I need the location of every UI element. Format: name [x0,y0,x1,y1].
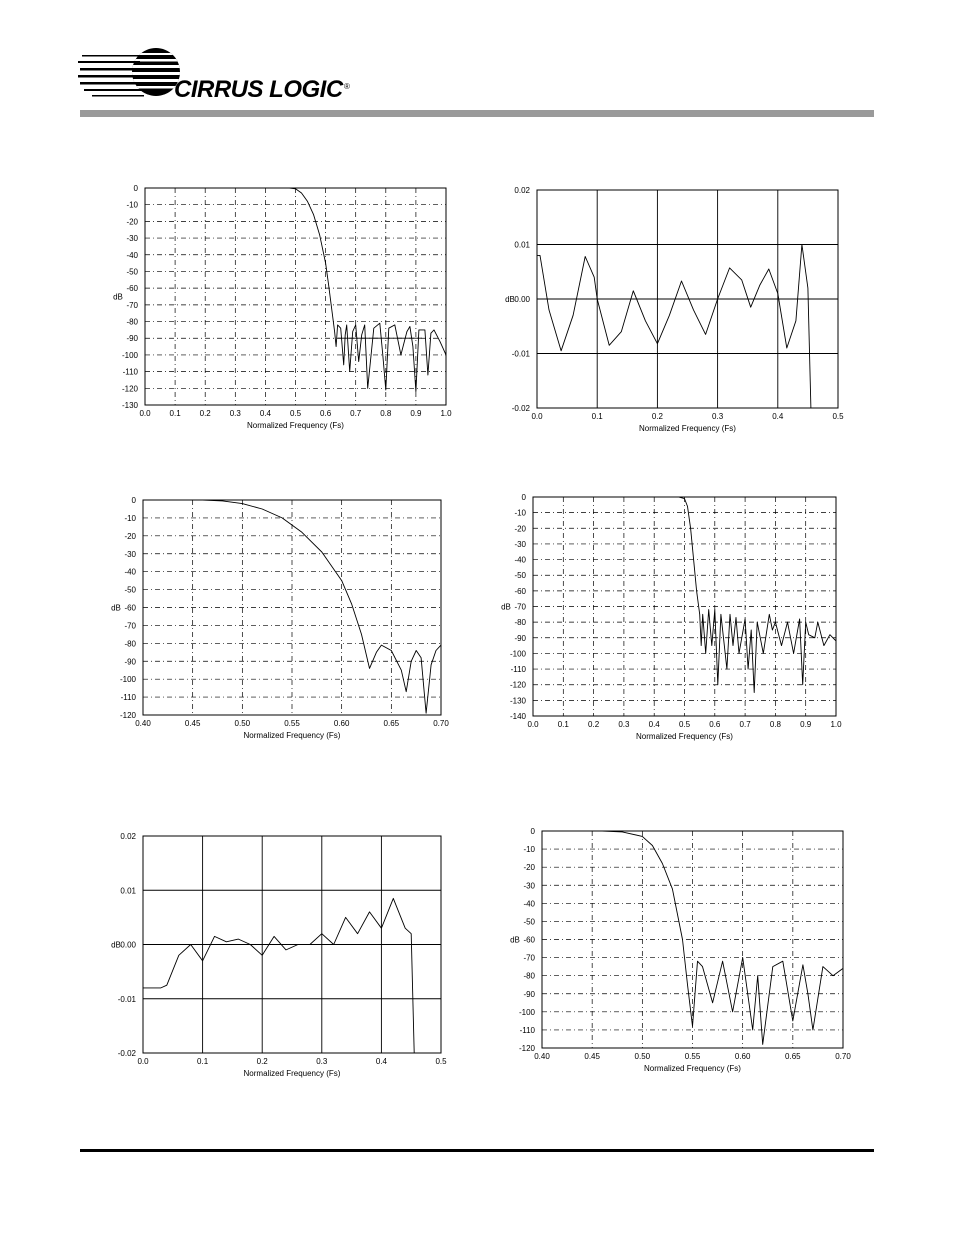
y-tick-label: -10 [523,845,535,855]
series-line [537,245,811,409]
x-tick-label: 0.70 [433,719,449,728]
y-tick-label: -40 [514,555,526,565]
y-axis-label: dB [113,292,123,302]
y-tick-label: -60 [124,603,136,613]
series-line [143,898,414,1053]
chart-passband-ripple-1 [495,182,845,437]
x-tick-label: 0.60 [734,1052,751,1061]
x-tick-label: 0.3 [712,412,724,421]
y-tick-label: -100 [518,1007,535,1017]
x-tick-label: 0.40 [534,1052,550,1061]
y-tick-label: -70 [523,953,535,963]
y-axis-label: dB [510,935,520,945]
x-tick-label: 0.2 [651,412,663,421]
cirrus-logic-logo [78,42,378,108]
x-tick-label: 0.9 [800,720,812,729]
y-tick-label: -80 [124,639,136,649]
x-tick-label: 0.6 [709,720,721,729]
y-tick-label: 0.00 [514,295,530,304]
x-tick-label: 0.50 [634,1052,651,1061]
x-tick-label: 0.0 [139,409,151,418]
y-tick-label: -130 [509,696,526,706]
y-tick-label: -30 [514,539,526,549]
x-tick-label: 0.8 [769,720,781,729]
y-tick-label: -20 [523,863,535,873]
x-tick-label: 0.45 [184,719,201,728]
y-tick-label: 0.00 [120,940,136,950]
chart-passband-ripple-2 [100,828,450,1083]
y-tick-label: -80 [126,317,138,327]
y-tick-label: -10 [126,200,138,210]
y-tick-label: -110 [120,693,136,703]
y-tick-label: -80 [514,618,526,628]
y-tick-label: -0.01 [511,349,530,359]
y-tick-label: -100 [509,649,526,659]
y-tick-label: -50 [126,267,138,277]
y-tick-label: -10 [124,513,136,523]
y-tick-label: -30 [124,549,136,559]
x-tick-label: 0.3 [229,409,241,418]
x-tick-label: 0.4 [772,412,784,421]
x-tick-label: 0.55 [684,1052,701,1061]
y-axis-label: dB [505,295,515,304]
y-tick-label: -70 [126,300,138,310]
y-tick-label: -90 [124,657,136,667]
y-tick-label: -140 [509,712,526,721]
y-tick-label: -80 [523,971,535,981]
y-tick-label: 0 [530,827,535,836]
x-tick-label: 0.1 [169,409,181,418]
x-tick-label: 0.4 [648,720,660,729]
x-tick-label: 0.3 [316,1057,328,1066]
x-tick-label: 1.0 [830,720,842,729]
y-tick-label: 0.02 [514,186,530,195]
x-tick-label: 0.4 [375,1057,387,1066]
x-axis-label: Normalized Frequency (Fs) [243,1069,341,1078]
x-tick-label: 0.0 [527,720,539,729]
x-tick-label: 0.2 [199,409,211,418]
x-tick-label: 0.0 [531,412,543,421]
x-tick-label: 0.40 [135,719,151,728]
y-tick-label: -60 [126,284,138,294]
y-tick-label: -110 [122,367,138,377]
y-tick-label: -50 [514,571,526,581]
x-tick-label: 0.65 [785,1052,801,1061]
x-axis-label: Normalized Frequency (Fs) [243,731,341,740]
y-axis-label: dB [111,940,121,950]
y-tick-label: -20 [514,524,526,534]
x-tick-label: 0.55 [284,719,300,728]
y-tick-label: -120 [509,680,526,690]
y-tick-label: -0.02 [117,1049,136,1058]
y-tick-label: -100 [121,350,138,360]
x-tick-label: 0.60 [333,719,350,728]
y-tick-label: 0 [521,493,526,502]
x-tick-label: 0.70 [835,1052,851,1061]
brand-name: CIRRUS LOGIC [174,76,343,103]
x-tick-label: 0.0 [137,1057,149,1066]
y-tick-label: -30 [523,881,535,891]
y-tick-label: -120 [119,711,136,720]
chart-stopband-response-2 [490,490,840,745]
y-tick-label: -20 [124,531,136,541]
y-tick-label: -110 [519,1025,535,1035]
y-tick-label: -60 [523,935,535,945]
y-tick-label: -20 [126,217,138,227]
x-tick-label: 0.1 [557,720,569,729]
x-tick-label: 0.45 [584,1052,600,1061]
y-tick-label: -0.01 [117,994,136,1004]
y-tick-label: -0.02 [511,404,530,413]
header-bar [80,110,874,117]
y-tick-label: -40 [523,899,535,909]
x-tick-label: 0.5 [289,409,302,418]
y-tick-label: -120 [518,1044,535,1053]
x-tick-label: 0.5 [832,412,844,421]
y-tick-label: -30 [126,234,138,244]
y-tick-label: -110 [510,665,526,675]
registered-mark: ® [344,82,350,91]
y-tick-label: -40 [124,567,136,577]
footer-rule [80,1149,874,1152]
chart-transition-band-2 [500,824,850,1079]
y-tick-label: 0.01 [514,240,530,250]
y-tick-label: -90 [126,334,138,344]
x-axis-label: Normalized Frequency (Fs) [639,424,736,433]
y-tick-label: 0 [133,184,138,193]
x-tick-label: 0.4 [259,409,271,418]
x-tick-label: 0.2 [588,720,600,729]
x-tick-label: 0.65 [383,719,400,728]
y-tick-label: 0.01 [120,886,136,896]
y-axis-label: dB [111,603,121,613]
y-tick-label: -70 [124,621,136,631]
x-axis-label: Normalized Frequency (Fs) [644,1064,741,1073]
x-tick-label: 0.1 [591,412,603,421]
chart-stopband-response-1 [105,180,455,430]
x-tick-label: 0.7 [350,409,362,418]
x-tick-label: 0.5 [678,720,691,729]
y-tick-label: -70 [514,602,526,612]
y-tick-label: -120 [121,384,138,394]
y-tick-label: -100 [119,675,136,685]
y-axis-label: dB [501,602,511,612]
y-tick-label: -40 [126,250,138,260]
y-tick-label: 0 [131,496,136,505]
x-tick-label: 0.8 [380,409,392,418]
x-tick-label: 0.50 [234,719,251,728]
x-tick-label: 0.6 [320,409,332,418]
y-tick-label: 0.02 [120,832,136,841]
series-line [145,188,446,392]
x-axis-label: Normalized Frequency (Fs) [247,421,344,430]
x-tick-label: 0.5 [435,1057,447,1066]
x-axis-label: Normalized Frequency (Fs) [636,732,733,741]
x-tick-label: 0.2 [256,1057,268,1066]
y-tick-label: -10 [514,508,526,518]
x-tick-label: 0.9 [410,409,422,418]
x-tick-label: 0.1 [197,1057,209,1066]
y-tick-label: -60 [514,586,526,596]
y-tick-label: -130 [121,401,138,410]
y-tick-label: -50 [124,585,136,595]
y-tick-label: -50 [523,917,535,927]
y-tick-label: -90 [523,989,535,999]
y-tick-label: -90 [514,633,526,643]
x-tick-label: 0.7 [739,720,751,729]
x-tick-label: 1.0 [440,409,452,418]
x-tick-label: 0.3 [618,720,630,729]
chart-transition-band-1 [100,492,450,747]
